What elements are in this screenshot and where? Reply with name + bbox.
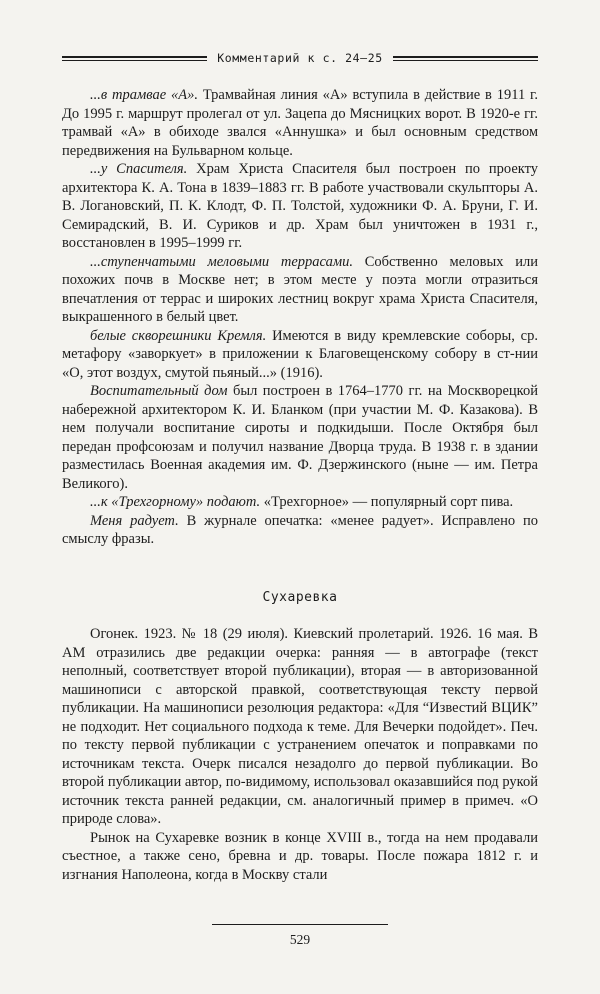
commentary-paragraph xyxy=(62,86,538,160)
lemma: ...в трамвае «А». xyxy=(90,87,198,103)
section-paragraph: Огонек. 1923. № 18 (29 июля). Киевский пролетарий. 1926. 16 мая. В АМ отразились две редакции очерка: ранняя — в автографе (текст неполный, соответствует второй публикации), вторая — в авторизованной машинописи с авторской правкой, соответствующая тексту первой публикации. На машинописи резолюция редактора: «Для “Известий ВЦИК” не подходит. Нет социального подхода к теме. Для Вечерки подойдет». Печ. по тексту первой публикации с устранением опечаток и поправками по источникам текста. Очерк писался незадолго до первой публикации. Во второй публикации автор, по-видимому, использовал оказавшийся под рукой источник текста ранней редакции, см. аналогичный пример в примеч. «О природе слова». xyxy=(62,626,538,827)
page-number: 529 xyxy=(289,932,311,947)
section-paragraph: Рынок на Сухаревке возник в конце XVIII в., тогда на нем продавали съестное, а также сено, бревна и др. товары. После пожара 1812 г. и изгнания Наполеона, когда в Москву стали xyxy=(62,829,538,883)
commentary-paragraph xyxy=(62,160,538,253)
header-rule-right xyxy=(393,56,538,61)
commentary-paragraph xyxy=(62,512,538,549)
commentary-paragraph xyxy=(62,382,538,493)
commentary-text: В журнале опечатка: «менее радует». Исправлено по смыслу фразы. xyxy=(62,512,538,547)
commentary-paragraph xyxy=(62,327,538,383)
running-head-title: Комментарий к с. 24–25 xyxy=(217,51,383,65)
lemma: Меня радует. xyxy=(90,512,179,529)
lemma: белые скворешники Кремля. xyxy=(90,327,267,344)
footer-rule xyxy=(212,924,388,925)
header-rule-left xyxy=(62,56,207,61)
main-text xyxy=(62,86,538,884)
lemma: Воспитательный дом xyxy=(90,383,228,399)
commentary-paragraph xyxy=(62,253,538,327)
section-heading: Сухаревка xyxy=(262,589,338,605)
commentary-text: Храм Христа Спасителя был построен по проекту архитектора К. А. Тона в 1839–1883 гг. В работе участвовали скульпторы А. В. Логановский, П. К. Клодт, Ф. П. Толстой, художники Ф. А. Бруни, Г. И. Семирадский, В. И. Суриков и др. Храм был уничтожен в 1931 г., восстановлен в 1995–1999 гг. xyxy=(62,161,538,251)
commentary-paragraph xyxy=(62,493,538,512)
commentary-text: был построен в 1764–1770 гг. на Москворецкой набережной архитектором К. И. Бланком (при участии М. Ф. Казакова). В нем получали воспитание сироты и подкидыши. После Октября был передан профсоюзам и получил название Дворца труда. В 1938 г. в здании разместилась Военная академия им. Ф. Дзержинского (ныне — им. Петра Великого). xyxy=(62,383,538,492)
lemma: ...к «Трехгорному» подают. xyxy=(90,494,261,510)
commentary-text: «Трехгорное» — популярный сорт пива. xyxy=(260,494,514,510)
lemma: ...ступенчатыми меловыми террасами. xyxy=(90,253,353,270)
lemma: ...у Спасителя. xyxy=(90,161,188,177)
commentary-text: Трамвайная линия «А» вступила в действие в 1911 г. До 1995 г. маршрут пролегал от ул. Зацепа до Мясницких ворот. В 1920-е гг. трамвай «А» в обиходе звался «Аннушка» и был основным средством передвижения на Бульварном кольце. xyxy=(62,87,538,159)
running-head xyxy=(62,46,538,70)
commentary-text: Собственно меловых или похожих почв в Москве нет; в этом месте у поэта могли отразиться впечатления от террас и широких лестниц вокруг храма Христа Спасителя, выкрашенного в белый цвет. xyxy=(62,253,538,325)
commentary-text: Имеются в виду кремлевские соборы, ср. метафору «заворкует» в приложении к Благовещенскому собору в ст-нии «О, этот воздух, смутой пьяный...» (1916). xyxy=(62,327,538,381)
